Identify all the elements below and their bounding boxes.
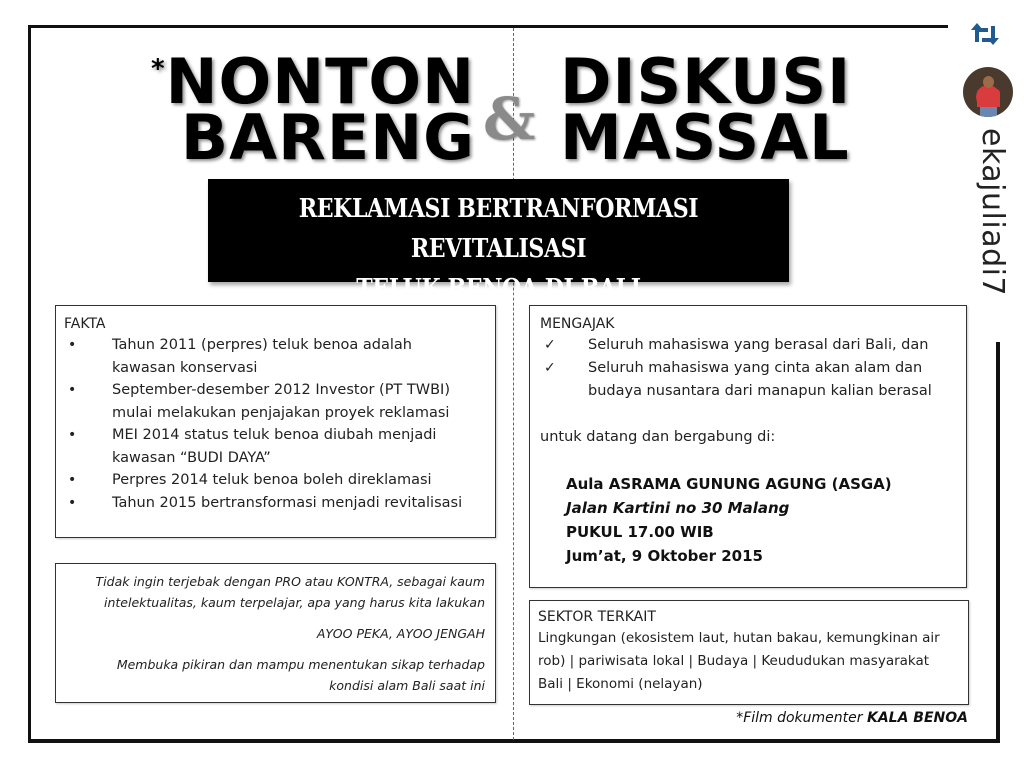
username-label[interactable]: ekajuliadi7 bbox=[975, 128, 1010, 297]
title-asterisk: * bbox=[151, 54, 166, 84]
fakta-item-text: Tahun 2015 bertransformasi menjadi revitalisasi bbox=[112, 494, 463, 511]
banner-line-2: TELUK BENOA DI BALI bbox=[356, 274, 641, 304]
fakta-box bbox=[55, 305, 496, 538]
fakta-item-text: kawasan “BUDI DAYA” bbox=[112, 449, 271, 466]
footnote-prefix: *Film dokumenter bbox=[736, 710, 867, 726]
fakta-item-text: mulai melakukan penjajakan proyek reklamasi bbox=[112, 404, 450, 421]
fakta-list bbox=[64, 334, 487, 514]
poster-frame-top bbox=[28, 25, 948, 28]
quote-line-4: kondisi alam Bali saat ini bbox=[329, 678, 485, 693]
sektor-heading: SEKTOR TERKAIT bbox=[538, 609, 656, 625]
fakta-item-text: September-desember 2012 Investor (PT TWBI) bbox=[112, 382, 450, 398]
bullet-icon: • bbox=[68, 494, 77, 511]
mengajak-item-text: Seluruh mahasiswa yang cinta akan alam dan bbox=[588, 360, 923, 376]
poster-frame-right bbox=[996, 342, 1000, 743]
title-massal: MASSAL bbox=[560, 101, 850, 174]
title-diskusi-massal bbox=[560, 45, 860, 174]
title-nonton-bareng bbox=[150, 45, 475, 174]
quote-box bbox=[55, 563, 496, 703]
sektor-line-3: Bali | Ekonomi (nelayan) bbox=[538, 676, 703, 692]
fakta-item bbox=[64, 469, 487, 492]
title-ampersand: & bbox=[483, 85, 536, 153]
sektor-line-1: Lingkungan (ekosistem laut, hutan bakau, kemungkinan air bbox=[538, 630, 940, 646]
topic-banner bbox=[208, 179, 789, 304]
film-footnote bbox=[700, 710, 968, 726]
fakta-heading: FAKTA bbox=[64, 316, 106, 332]
invite-text: untuk datang dan bergabung di: bbox=[540, 429, 776, 445]
sektor-line-2: rob) | pariwisata lokal | Budaya | Keududukan masyarakat bbox=[538, 653, 930, 669]
banner-line-1: REKLAMASI BERTRANFORMASI REVITALISASI bbox=[298, 194, 699, 264]
bullet-icon: • bbox=[68, 382, 77, 398]
quote-line-1: Tidak ingin terjebak dengan PRO atau KONTRA, sebagai kaum bbox=[95, 574, 485, 589]
venue-name: Aula ASRAMA GUNUNG AGUNG (ASGA) bbox=[566, 475, 892, 493]
fakta-item bbox=[64, 379, 487, 424]
fakta-item-text: MEI 2014 status teluk benoa diubah menjadi bbox=[112, 427, 437, 443]
mengajak-item-text: budaya nusantara dari manapun kalian berasal bbox=[588, 383, 932, 399]
bullet-icon: • bbox=[68, 427, 77, 443]
checkmark-icon: ✓ bbox=[544, 360, 556, 376]
event-time: PUKUL 17.00 WIB bbox=[566, 523, 714, 541]
sektor-box bbox=[529, 600, 969, 705]
venue-address: Jalan Kartini no 30 Malang bbox=[566, 499, 790, 517]
bullet-icon: • bbox=[68, 472, 77, 488]
title-diskusi: DISKUSI bbox=[560, 45, 852, 118]
mengajak-heading: MENGAJAK bbox=[540, 316, 615, 332]
avatar[interactable] bbox=[963, 67, 1013, 117]
fakta-item-text: Perpres 2014 teluk benoa boleh direklamasi bbox=[112, 472, 432, 488]
fakta-item bbox=[64, 424, 487, 469]
mengajak-item-text: Seluruh mahasiswa yang berasal dari Bali, dan bbox=[588, 337, 929, 353]
quote-line-3: Membuka pikiran dan mampu menentukan sikap terhadap bbox=[116, 657, 485, 672]
footnote-film-title: KALA BENOA bbox=[866, 710, 968, 726]
quote-slogan: AYOO PEKA, AYOO JENGAH bbox=[316, 626, 485, 641]
mengajak-item bbox=[540, 357, 956, 403]
poster-frame-bottom bbox=[28, 739, 1000, 743]
retweet-icon[interactable] bbox=[970, 19, 1000, 49]
fakta-item bbox=[64, 334, 487, 379]
fakta-item-text: Tahun 2011 (perpres) teluk benoa adalah bbox=[112, 337, 412, 353]
title-nonton: NONTON bbox=[165, 45, 475, 118]
event-date: Jum’at, 9 Oktober 2015 bbox=[566, 547, 763, 565]
title-bareng: BARENG bbox=[180, 101, 475, 174]
mengajak-list bbox=[540, 334, 956, 403]
fakta-item bbox=[64, 492, 487, 515]
poster-frame-left bbox=[28, 25, 31, 743]
fakta-item-text: kawasan konservasi bbox=[112, 359, 258, 376]
bullet-icon: • bbox=[68, 337, 77, 353]
event-details bbox=[540, 472, 956, 568]
mengajak-item bbox=[540, 334, 956, 357]
quote-line-2: intelektualitas, kaum terpelajar, apa yang harus kita lakukan bbox=[104, 595, 485, 610]
mengajak-box bbox=[529, 305, 967, 588]
checkmark-icon: ✓ bbox=[544, 337, 556, 353]
